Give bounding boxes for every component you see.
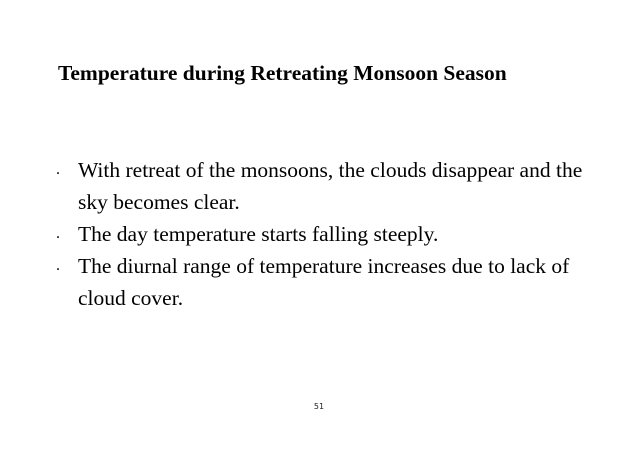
bullet-dot: . <box>56 225 60 242</box>
bullet-text: The diurnal range of temperature increases due to lack of cloud cover. <box>78 254 570 310</box>
bullet-list <box>56 154 616 314</box>
bullet-dot: . <box>56 161 60 178</box>
page-number: 51 <box>313 402 325 411</box>
bullet-dot: . <box>56 257 60 274</box>
bullet-item <box>56 250 616 314</box>
bullet-item <box>56 154 616 218</box>
slide-title: Temperature during Retreating Monsoon Season <box>58 61 507 85</box>
bullet-text: The day temperature starts falling steeply. <box>78 222 439 246</box>
bullet-text: With retreat of the monsoons, the clouds disappear and the sky becomes clear. <box>78 158 583 214</box>
bullet-item <box>56 218 616 250</box>
